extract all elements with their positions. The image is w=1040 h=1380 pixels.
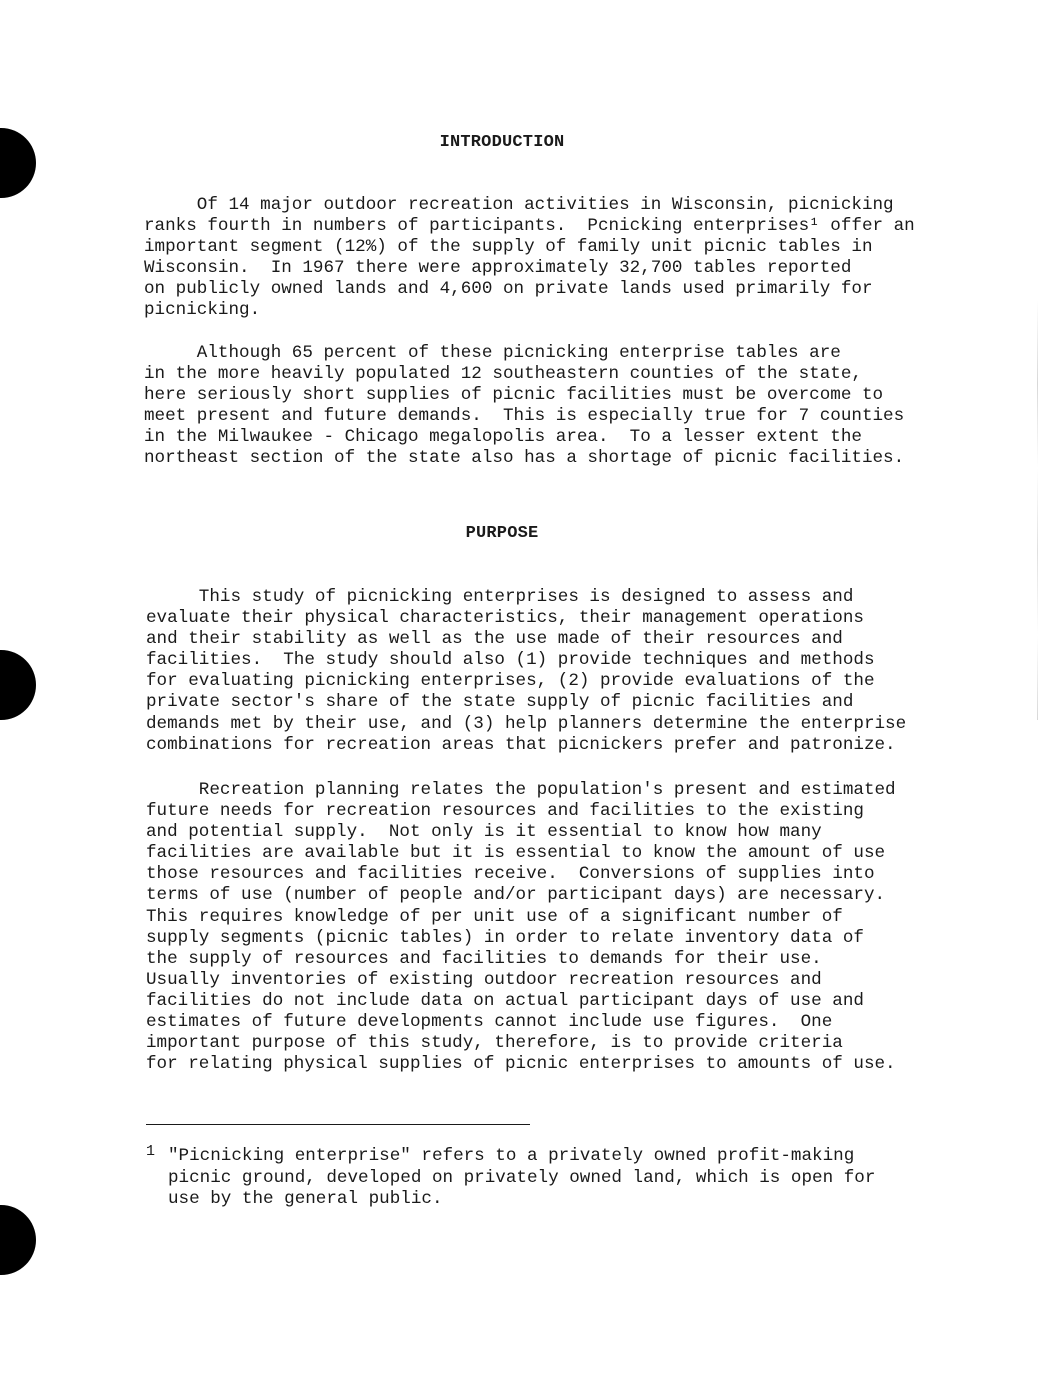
binder-hole-bottom <box>0 1205 36 1275</box>
introduction-paragraph-1: Of 14 major outdoor recreation activities in Wisconsin, picnicking ranks fourth in numbers of participants. Pcnicking enterprises¹ offer an important segment (12%) of the supply of family unit picnic tables in Wisconsin. In 1967 there were approximately 32,700 tables reported on publicly owned lands and 4,600 on private lands used primarily for picnicking. <box>144 195 915 321</box>
purpose-paragraph-1: This study of picnicking enterprises is designed to assess and evaluate their physical characteristics, their management operations and their stability as well as the use made of their resources and facilities. The study should also (1) provide techniques and methods for evaluating picnicking enterprises, (2) provide evaluations of the private sector's share of the state supply of picnic facilities and demands met by their use, and (3) help planners determine the enterprise combinations for recreation areas that picnickers prefer and patronize. <box>146 587 907 755</box>
binder-hole-middle <box>0 650 36 720</box>
footnote-marker: 1 <box>146 1143 156 1160</box>
purpose-heading: PURPOSE <box>465 524 539 543</box>
scan-edge-shadow <box>1037 300 1038 720</box>
footnote-divider <box>146 1124 530 1125</box>
introduction-heading: INTRODUCTION <box>439 133 565 152</box>
footnote-text: "Picnicking enterprise" refers to a privately owned profit-making picnic ground, developed on privately owned land, which is open for use by the general public. <box>168 1146 876 1209</box>
introduction-paragraph-2: Although 65 percent of these picnicking enterprise tables are in the more heavily populated 12 southeastern counties of the state, here seriously short supplies of picnic facilities must be overcome to meet present and future demands. This is especially true for 7 counties in the Milwaukee - Chicago megalopolis area. To a lesser extent the northeast section of the state also has a shortage of picnic facilities. <box>144 343 905 469</box>
purpose-paragraph-2: Recreation planning relates the population's present and estimated future needs for recreation resources and facilities to the existing and potential supply. Not only is it essential to know how many facilities are available but it is essential to know the amount of use those resources and facilities receive. Conversions of supplies into terms of use (number of people and/or participant days) are necessary. This requires knowledge of per unit use of a significant number of supply segments (picnic tables) in order to relate inventory data of the supply of resources and facilities to demands for their use. Usually inventories of existing outdoor recreation resources and facilities do not include data on actual participant days of use and estimates of future developments cannot include use figures. One important purpose of this study, therefore, is to provide criteria for relating physical supplies of picnic enterprises to amounts of use. <box>146 780 896 1075</box>
